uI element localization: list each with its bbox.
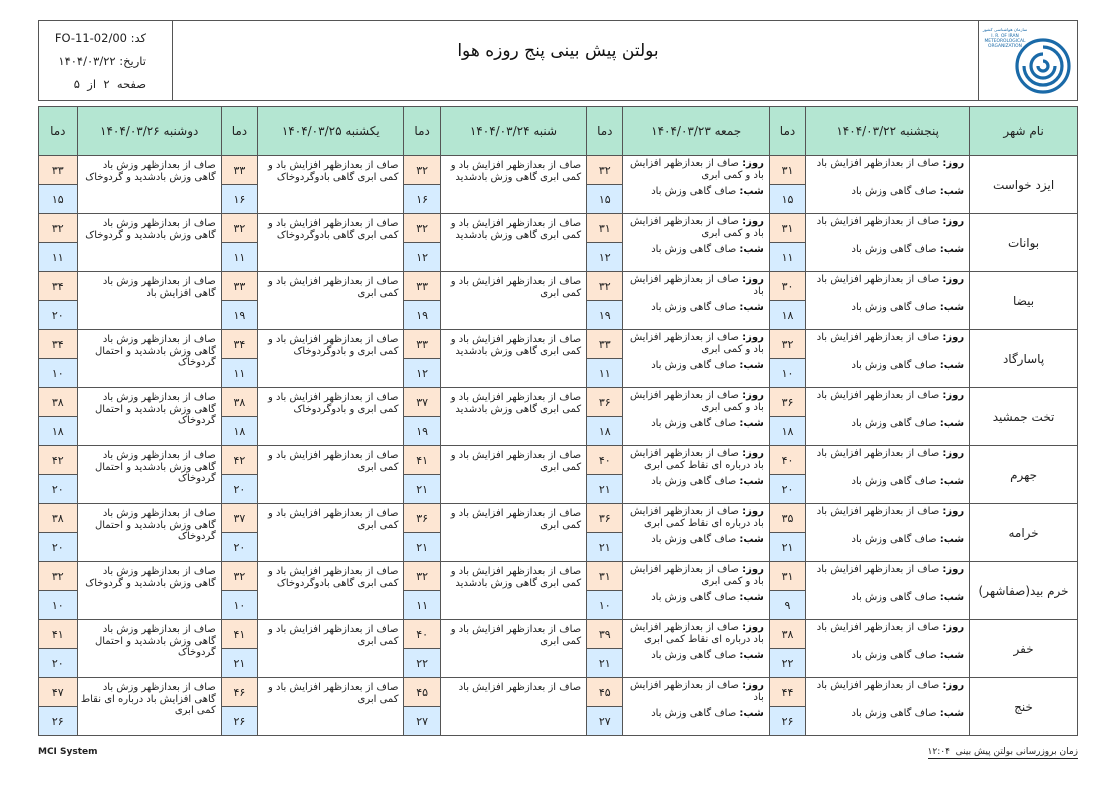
document-info (39, 21, 173, 100)
city-name: ایزد خواست (970, 156, 1078, 214)
forecast-day1: روز: صاف از بعدازظهر افزایش باد شب: صاف گاهی وزش باد (806, 156, 970, 214)
doc-code: کد: FO-11-02/00 (54, 31, 146, 45)
max-temp: ۳۲ (221, 214, 257, 243)
night-label: شب: (939, 592, 965, 603)
temp-column-header: دما (769, 107, 805, 156)
min-temp: ۱۸ (39, 417, 78, 446)
min-temp: ۲۶ (221, 707, 257, 736)
night-label: شب: (739, 534, 764, 545)
temp-column-header: دما (587, 107, 623, 156)
max-temp: ۳۳ (404, 272, 440, 301)
min-temp: ۲۷ (587, 707, 623, 736)
max-temp: ۳۸ (39, 504, 78, 533)
forecast-day3: صاف از بعدازظهر افزایش باد و کمی ابری (440, 272, 586, 330)
min-temp: ۱۹ (587, 301, 623, 330)
max-temp: ۳۲ (39, 562, 78, 591)
forecast-day1: روز: صاف از بعدازظهر افزایش باد شب: صاف گاهی وزش باد (806, 504, 970, 562)
min-temp: ۲۲ (404, 649, 440, 678)
night-label: شب: (939, 360, 965, 371)
night-label: شب: (739, 708, 764, 719)
max-temp: ۳۶ (769, 388, 805, 417)
day-column-header: دوشنبه ۱۴۰۴/۰۳/۲۶ (77, 107, 221, 156)
max-temp: ۳۲ (769, 330, 805, 359)
forecast-day2: روز: صاف از بعدازظهر افزایش باد و کمی ابری شب: صاف گاهی وزش باد (623, 214, 769, 272)
min-temp: ۹ (769, 591, 805, 620)
city-name: بیضا (970, 272, 1078, 330)
min-temp: ۱۸ (769, 417, 805, 446)
forecast-day5: صاف از بعدازظهر وزش باد گاهی وزش بادشدید و گردوخاک (77, 156, 221, 214)
max-temp: ۳۲ (404, 214, 440, 243)
max-temp: ۴۶ (221, 678, 257, 707)
forecast-day2: روز: صاف از بعدازظهر افزایش باد و کمی ابری شب: صاف گاهی وزش باد (623, 562, 769, 620)
min-temp: ۱۹ (404, 301, 440, 330)
day-column-header: جمعه ۱۴۰۴/۰۳/۲۳ (623, 107, 769, 156)
forecast-day3: صاف از بعدازظهر افزایش باد (440, 678, 586, 736)
forecast-day1: روز: صاف از بعدازظهر افزایش باد شب: صاف گاهی وزش باد (806, 272, 970, 330)
night-label: شب: (739, 302, 764, 313)
max-temp: ۳۱ (587, 214, 623, 243)
forecast-day1: روز: صاف از بعدازظهر افزایش باد شب: صاف گاهی وزش باد (806, 620, 970, 678)
city-name: جهرم (970, 446, 1078, 504)
max-temp: ۳۳ (404, 330, 440, 359)
max-temp: ۳۲ (39, 214, 78, 243)
forecast-table (38, 106, 1078, 736)
max-temp: ۴۷ (39, 678, 78, 707)
forecast-day3: صاف از بعدازظهر افزایش باد و کمی ابری گاهی وزش بادشدید (440, 388, 586, 446)
forecast-day4: صاف از بعدازظهر افزایش باد و کمی ابری گاهی بادوگردوخاک (258, 214, 404, 272)
page-title: بولتن پیش بینی پنج روزه هوا (457, 41, 659, 61)
min-temp: ۱۲ (404, 243, 440, 272)
max-temp: ۳۳ (221, 156, 257, 185)
min-temp: ۱۱ (587, 359, 623, 388)
max-temp: ۳۱ (769, 156, 805, 185)
forecast-day1: روز: صاف از بعدازظهر افزایش باد شب: صاف گاهی وزش باد (806, 388, 970, 446)
max-temp: ۳۴ (39, 272, 78, 301)
min-temp: ۲۶ (769, 707, 805, 736)
day-label: روز: (942, 216, 965, 227)
min-temp: ۱۱ (221, 359, 257, 388)
max-temp: ۳۸ (221, 388, 257, 417)
forecast-day3: صاف از بعدازظهر افزایش باد و کمی ابری (440, 620, 586, 678)
max-temp: ۳۰ (769, 272, 805, 301)
max-temp: ۳۲ (587, 272, 623, 301)
forecast-day4: صاف از بعدازظهر افزایش باد و کمی ابری و بادوگردوخاک (258, 388, 404, 446)
forecast-day4: صاف از بعدازظهر افزایش باد و کمی ابری (258, 620, 404, 678)
table-row (39, 214, 1078, 243)
forecast-day2: روز: صاف از بعدازظهر افزایش باد و کمی ابری شب: صاف گاهی وزش باد (623, 388, 769, 446)
night-label: شب: (739, 418, 764, 429)
update-time: زمان بروزرسانی بولتن پیش بینی ۱۲:۰۴ (927, 747, 1078, 757)
night-label: شب: (739, 244, 764, 255)
min-temp: ۱۵ (39, 185, 78, 214)
forecast-day4: صاف از بعدازظهر افزایش باد و کمی ابری گاهی بادوگردوخاک (258, 156, 404, 214)
table-row (39, 562, 1078, 591)
forecast-day4: صاف از بعدازظهر افزایش باد و کمی ابری (258, 504, 404, 562)
day-column-header: پنجشنبه ۱۴۰۴/۰۳/۲۲ (806, 107, 970, 156)
logo-line-2: METEOROLOGICAL (984, 39, 1026, 44)
min-temp: ۱۱ (404, 591, 440, 620)
table-row (39, 504, 1078, 533)
table-row (39, 620, 1078, 649)
forecast-day3: صاف از بعدازظهر افزایش باد و کمی ابری گاهی وزش بادشدید (440, 330, 586, 388)
min-temp: ۲۱ (404, 533, 440, 562)
forecast-day1: روز: صاف از بعدازظهر افزایش باد شب: صاف گاهی وزش باد (806, 678, 970, 736)
city-column-header: نام شهر (970, 107, 1078, 156)
max-temp: ۳۲ (404, 562, 440, 591)
min-temp: ۱۹ (221, 301, 257, 330)
day-label: روز: (942, 680, 965, 691)
night-label: شب: (939, 476, 965, 487)
city-name: تخت جمشید (970, 388, 1078, 446)
max-temp: ۳۱ (769, 214, 805, 243)
night-label: شب: (939, 650, 965, 661)
max-temp: ۳۶ (587, 388, 623, 417)
day-label: روز: (942, 448, 965, 459)
min-temp: ۲۱ (587, 475, 623, 504)
logo-line-3: ORGANIZATION (988, 44, 1022, 49)
min-temp: ۱۸ (221, 417, 257, 446)
min-temp: ۱۱ (221, 243, 257, 272)
table-row (39, 156, 1078, 185)
min-temp: ۱۰ (587, 591, 623, 620)
max-temp: ۳۲ (221, 562, 257, 591)
table-header-row (39, 107, 1078, 156)
min-temp: ۱۰ (221, 591, 257, 620)
min-temp: ۲۱ (769, 533, 805, 562)
max-temp: ۴۵ (404, 678, 440, 707)
night-label: شب: (939, 186, 965, 197)
max-temp: ۳۳ (587, 330, 623, 359)
forecast-day1: روز: صاف از بعدازظهر افزایش باد شب: صاف گاهی وزش باد (806, 214, 970, 272)
max-temp: ۳۴ (221, 330, 257, 359)
min-temp: ۱۲ (587, 243, 623, 272)
max-temp: ۴۴ (769, 678, 805, 707)
forecast-day5: صاف از بعدازظهر وزش باد گاهی وزش بادشدید و گردوخاک (77, 214, 221, 272)
min-temp: ۲۱ (587, 649, 623, 678)
day-label: روز: (942, 390, 965, 401)
forecast-day3: صاف از بعدازظهر افزایش باد و کمی ابری گاهی وزش بادشدید (440, 562, 586, 620)
forecast-day5: صاف از بعدازظهر وزش باد گاهی وزش بادشدید و احتمال گردوخاک (77, 388, 221, 446)
min-temp: ۲۲ (769, 649, 805, 678)
min-temp: ۲۷ (404, 707, 440, 736)
max-temp: ۴۵ (587, 678, 623, 707)
max-temp: ۴۱ (221, 620, 257, 649)
logo-spiral-icon (1017, 40, 1069, 92)
system-name: MCI System (38, 747, 98, 757)
temp-column-header: دما (39, 107, 78, 156)
forecast-day4: صاف از بعدازظهر افزایش باد و کمی ابری (258, 678, 404, 736)
logo-line-1: I. R. OF IRAN (991, 34, 1019, 39)
max-temp: ۴۰ (404, 620, 440, 649)
max-temp: ۳۷ (221, 504, 257, 533)
min-temp: ۱۵ (769, 185, 805, 214)
max-temp: ۳۹ (587, 620, 623, 649)
forecast-day4: صاف از بعدازظهر افزایش باد و کمی ابری گاهی بادوگردوخاک (258, 562, 404, 620)
forecast-day4: صاف از بعدازظهر افزایش باد و کمی ابری و بادوگردوخاک (258, 330, 404, 388)
logo-text-fa: سازمان هواشناسی کشور (982, 27, 1028, 32)
min-temp: ۲۰ (221, 533, 257, 562)
city-name: خفر (970, 620, 1078, 678)
forecast-day4: صاف از بعدازظهر افزایش باد و کمی ابری (258, 272, 404, 330)
day-label: روز: (742, 390, 764, 401)
city-name: پاسارگاد (970, 330, 1078, 388)
doc-date: تاریخ: ۱۴۰۴/۰۳/۲۲ (58, 54, 146, 68)
max-temp: ۳۳ (39, 156, 78, 185)
city-name: خرم بید(صفاشهر) (970, 562, 1078, 620)
min-temp: ۱۹ (404, 417, 440, 446)
max-temp: ۴۲ (221, 446, 257, 475)
day-label: روز: (942, 158, 965, 169)
night-label: شب: (739, 186, 764, 197)
forecast-day3: صاف از بعدازظهر افزایش باد و کمی ابری گاهی وزش بادشدید (440, 214, 586, 272)
min-temp: ۱۶ (221, 185, 257, 214)
min-temp: ۱۲ (404, 359, 440, 388)
min-temp: ۱۸ (769, 301, 805, 330)
day-label: روز: (742, 216, 764, 227)
night-label: شب: (939, 244, 965, 255)
table-row (39, 678, 1078, 707)
max-temp: ۳۶ (404, 504, 440, 533)
table-row (39, 388, 1078, 417)
night-label: شب: (739, 650, 764, 661)
min-temp: ۲۶ (39, 707, 78, 736)
night-label: شب: (739, 360, 764, 371)
day-label: روز: (742, 448, 764, 459)
min-temp: ۲۰ (39, 533, 78, 562)
min-temp: ۱۰ (39, 591, 78, 620)
day-label: روز: (942, 564, 965, 575)
forecast-day5: صاف از بعدازظهر وزش باد گاهی وزش بادشدید و احتمال گردوخاک (77, 504, 221, 562)
max-temp: ۳۸ (39, 388, 78, 417)
max-temp: ۳۸ (769, 620, 805, 649)
day-label: روز: (942, 332, 965, 343)
max-temp: ۴۱ (404, 446, 440, 475)
night-label: شب: (939, 534, 965, 545)
night-label: شب: (939, 708, 965, 719)
forecast-day3: صاف از بعدازظهر افزایش باد و کمی ابری (440, 446, 586, 504)
day-label: روز: (742, 506, 764, 517)
forecast-day3: صاف از بعدازظهر افزایش باد و کمی ابری (440, 504, 586, 562)
forecast-day1: روز: صاف از بعدازظهر افزایش باد شب: صاف گاهی وزش باد (806, 446, 970, 504)
day-label: روز: (742, 274, 764, 285)
table-row (39, 272, 1078, 301)
max-temp: ۳۱ (769, 562, 805, 591)
day-label: روز: (742, 158, 764, 169)
organization-logo (978, 21, 1077, 100)
min-temp: ۱۶ (404, 185, 440, 214)
min-temp: ۲۰ (769, 475, 805, 504)
day-label: روز: (942, 622, 965, 633)
max-temp: ۳۲ (404, 156, 440, 185)
max-temp: ۳۵ (769, 504, 805, 533)
forecast-day5: صاف از بعدازظهر وزش باد گاهی افزایش باد درباره ای نقاط کمی ابری (77, 678, 221, 736)
min-temp: ۲۱ (221, 649, 257, 678)
forecast-day2: روز: صاف از بعدازظهر افزایش باد و کمی ابری شب: صاف گاهی وزش باد (623, 330, 769, 388)
min-temp: ۲۰ (221, 475, 257, 504)
city-name: خرامه (970, 504, 1078, 562)
forecast-day5: صاف از بعدازظهر وزش باد گاهی وزش بادشدید و احتمال گردوخاک (77, 330, 221, 388)
forecast-day1: روز: صاف از بعدازظهر افزایش باد شب: صاف گاهی وزش باد (806, 562, 970, 620)
table-body (39, 156, 1078, 736)
city-name: بوانات (970, 214, 1078, 272)
day-column-header: یکشنبه ۱۴۰۴/۰۳/۲۵ (258, 107, 404, 156)
day-column-header: شنبه ۱۴۰۴/۰۳/۲۴ (440, 107, 586, 156)
city-name: خنج (970, 678, 1078, 736)
min-temp: ۱۰ (769, 359, 805, 388)
max-temp: ۴۲ (39, 446, 78, 475)
min-temp: ۱۰ (39, 359, 78, 388)
doc-page: صفحه ۲ از ۵ (73, 77, 146, 91)
forecast-day2: روز: صاف از بعدازظهر افزایش باد درباره ای نقاط کمی ابری شب: صاف گاهی وزش باد (623, 446, 769, 504)
min-temp: ۱۸ (587, 417, 623, 446)
forecast-day2: روز: صاف از بعدازظهر افزایش باد درباره ای نقاط کمی ابری شب: صاف گاهی وزش باد (623, 620, 769, 678)
min-temp: ۲۱ (404, 475, 440, 504)
max-temp: ۴۱ (39, 620, 78, 649)
min-temp: ۲۰ (39, 475, 78, 504)
day-label: روز: (742, 564, 764, 575)
forecast-day4: صاف از بعدازظهر افزایش باد و کمی ابری (258, 446, 404, 504)
max-temp: ۳۱ (587, 562, 623, 591)
temp-column-header: دما (404, 107, 440, 156)
min-temp: ۱۱ (39, 243, 78, 272)
table-row (39, 330, 1078, 359)
night-label: شب: (939, 302, 965, 313)
max-temp: ۳۴ (39, 330, 78, 359)
max-temp: ۴۰ (769, 446, 805, 475)
max-temp: ۴۰ (587, 446, 623, 475)
min-temp: ۲۰ (39, 301, 78, 330)
day-label: روز: (742, 622, 764, 633)
forecast-day1: روز: صاف از بعدازظهر افزایش باد شب: صاف گاهی وزش باد (806, 330, 970, 388)
forecast-day2: روز: صاف از بعدازظهر افزایش باد شب: صاف گاهی وزش باد (623, 678, 769, 736)
night-label: شب: (939, 418, 965, 429)
forecast-day5: صاف از بعدازظهر وزش باد گاهی افزایش باد (77, 272, 221, 330)
min-temp: ۲۱ (587, 533, 623, 562)
day-label: روز: (942, 274, 965, 285)
forecast-day2: روز: صاف از بعدازظهر افزایش باد شب: صاف گاهی وزش باد (623, 272, 769, 330)
forecast-day3: صاف از بعدازظهر افزایش باد و کمی ابری گاهی وزش بادشدید (440, 156, 586, 214)
min-temp: ۲۰ (39, 649, 78, 678)
forecast-day2: روز: صاف از بعدازظهر افزایش باد و کمی ابری شب: صاف گاهی وزش باد (623, 156, 769, 214)
day-label: روز: (742, 680, 764, 691)
forecast-day5: صاف از بعدازظهر وزش باد گاهی وزش بادشدید و احتمال گردوخاک (77, 620, 221, 678)
day-label: روز: (942, 506, 965, 517)
temp-column-header: دما (221, 107, 257, 156)
forecast-day5: صاف از بعدازظهر وزش باد گاهی وزش بادشدید و احتمال گردوخاک (77, 446, 221, 504)
max-temp: ۳۷ (404, 388, 440, 417)
forecast-day2: روز: صاف از بعدازظهر افزایش باد درباره ای نقاط کمی ابری شب: صاف گاهی وزش باد (623, 504, 769, 562)
night-label: شب: (739, 476, 764, 487)
day-label: روز: (742, 332, 764, 343)
night-label: شب: (739, 592, 764, 603)
max-temp: ۳۳ (221, 272, 257, 301)
bulletin-header (38, 20, 1078, 101)
table-row (39, 446, 1078, 475)
max-temp: ۳۶ (587, 504, 623, 533)
max-temp: ۳۲ (587, 156, 623, 185)
min-temp: ۱۱ (769, 243, 805, 272)
forecast-day5: صاف از بعدازظهر وزش باد گاهی وزش بادشدید و گردوخاک (77, 562, 221, 620)
min-temp: ۱۵ (587, 185, 623, 214)
